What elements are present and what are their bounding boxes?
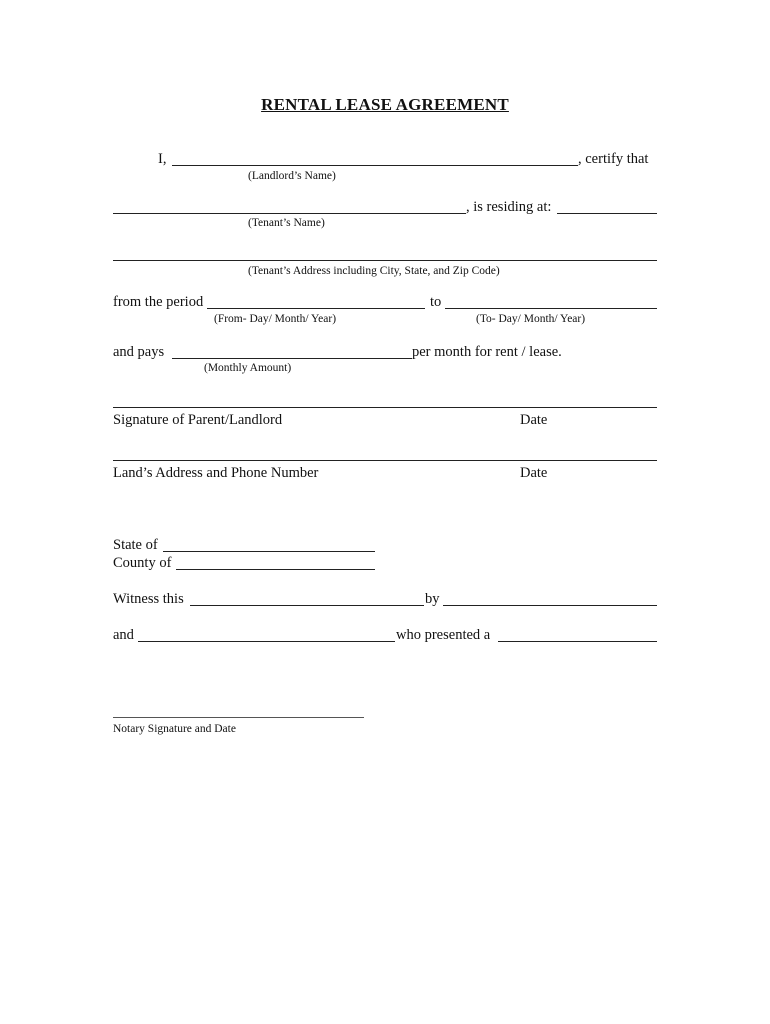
tenant-name-field[interactable] — [113, 213, 466, 214]
monthly-amount-field[interactable] — [172, 358, 412, 359]
signature-label: Signature of Parent/Landlord — [113, 412, 283, 428]
signature-field[interactable] — [113, 407, 657, 408]
payment-caption: (Monthly Amount) — [204, 362, 292, 374]
and-field[interactable] — [138, 641, 395, 642]
landlord-caption: (Landlord’s Name) — [248, 170, 336, 182]
and-label: and — [113, 627, 134, 643]
tenant-address-field[interactable] — [113, 260, 657, 261]
presented-field[interactable] — [498, 641, 657, 642]
land-address-label: Land’s Address and Phone Number — [113, 465, 319, 481]
witness-field[interactable] — [190, 605, 424, 606]
period-from-field[interactable] — [207, 308, 425, 309]
tenant-suffix: , is residing at: — [466, 199, 552, 215]
payment-suffix: per month for rent / lease. — [412, 344, 562, 360]
state-label: State of — [113, 537, 158, 553]
landlord-prefix: I, — [158, 151, 167, 167]
landlord-name-field[interactable] — [172, 165, 578, 166]
county-field[interactable] — [176, 569, 375, 570]
payment-label: and pays — [113, 344, 165, 360]
land-address-date-label: Date — [520, 465, 548, 481]
notary-signature-caption: Notary Signature and Date — [113, 723, 236, 735]
address-caption: (Tenant’s Address including City, State, and Zip Code) — [248, 265, 500, 277]
county-label: County of — [113, 555, 172, 571]
by-label: by — [425, 591, 440, 607]
by-field[interactable] — [443, 605, 657, 606]
state-field[interactable] — [163, 551, 375, 552]
document-title: RENTAL LEASE AGREEMENT — [261, 95, 509, 114]
residing-at-field[interactable] — [557, 213, 657, 214]
presented-label: who presented a — [396, 627, 491, 643]
tenant-caption: (Tenant’s Name) — [248, 217, 325, 229]
land-address-field[interactable] — [113, 460, 657, 461]
period-to-caption: (To- Day/ Month/ Year) — [476, 313, 586, 325]
period-to-label: to — [430, 294, 442, 310]
signature-date-label: Date — [520, 412, 548, 428]
notary-signature-field[interactable] — [113, 717, 364, 718]
witness-label: Witness this — [113, 591, 184, 607]
period-label: from the period — [113, 294, 204, 310]
landlord-suffix: , certify that — [578, 151, 649, 167]
period-to-field[interactable] — [445, 308, 657, 309]
period-from-caption: (From- Day/ Month/ Year) — [214, 313, 337, 325]
